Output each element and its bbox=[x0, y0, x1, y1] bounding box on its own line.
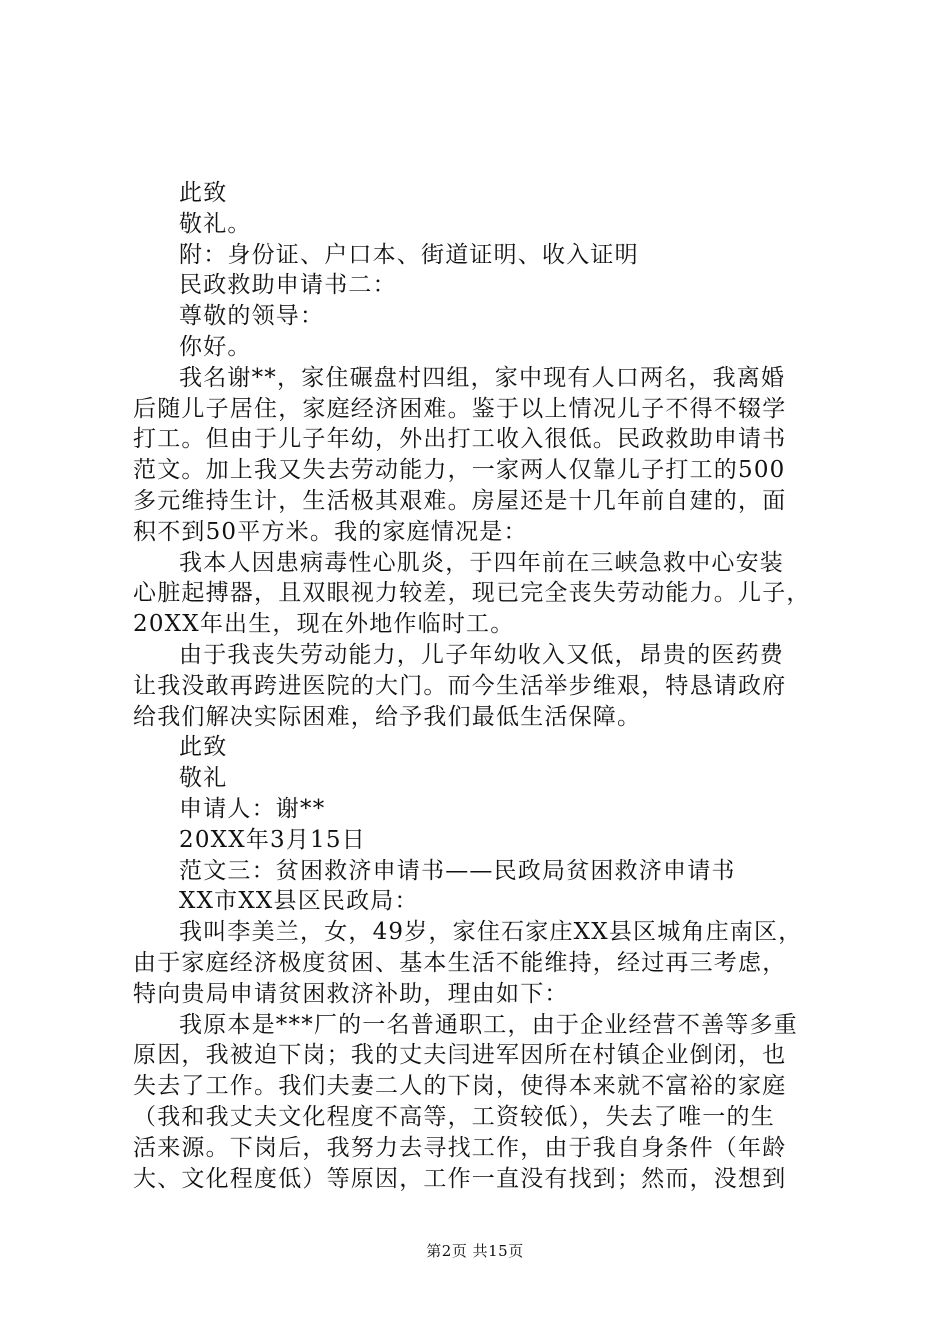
text-line: 后随儿子居住，家庭经济困难。鉴于以上情况儿子不得不辍学 bbox=[133, 395, 787, 422]
text-line: 特向贵局申请贫困救济补助，理由如下： bbox=[133, 980, 569, 1007]
text-line: 大、文化程度低）等原因，工作一直没有找到；然而，没想到 bbox=[133, 1165, 787, 1192]
text-line: 此致 bbox=[179, 734, 228, 761]
text-line: 我名谢**，家住碾盘村四组，家中现有人口两名，我离婚 bbox=[179, 364, 786, 391]
text-line: 你好。 bbox=[179, 333, 252, 360]
text-line: 由于我丧失劳动能力，儿子年幼收入又低，昂贵的医药费 bbox=[179, 641, 784, 668]
text-line: 我本人因患病毒性心肌炎，于四年前在三峡急救中心安装 bbox=[179, 549, 784, 576]
text-line: 活来源。下岗后，我努力去寻找工作，由于我自身条件（年龄 bbox=[133, 1134, 787, 1161]
text-line: 20XX年出生，现在外地作临时工。 bbox=[133, 611, 515, 638]
text-line: 范文。加上我又失去劳动能力，一家两人仅靠儿子打工的500 bbox=[133, 457, 786, 484]
text-line: 给我们解决实际困难，给予我们最低生活保障。 bbox=[133, 703, 642, 730]
text-line: 此致 bbox=[179, 180, 228, 206]
text-line: （我和我丈夫文化程度不高等，工资较低），失去了唯一的生 bbox=[133, 1103, 775, 1130]
text-line: 我原本是***厂的一名普通职工，由于企业经营不善等多重 bbox=[179, 1011, 798, 1038]
text-line: 积不到50平方米。我的家庭情况是： bbox=[133, 518, 528, 545]
text-line: 敬礼 bbox=[179, 765, 228, 792]
text-line: 20XX年3月15日 bbox=[179, 826, 366, 853]
text-line: XX市XX县区民政局： bbox=[179, 888, 419, 915]
text-line: 多元维持生计，生活极其艰难。房屋还是十几年前自建的，面 bbox=[133, 487, 787, 514]
text-line: 失去了工作。我们夫妻二人的下岗，使得本来就不富裕的家庭 bbox=[133, 1073, 787, 1100]
text-line: 打工。但由于儿子年幼，外出打工收入很低。民政救助申请书 bbox=[133, 426, 787, 453]
text-line: 申请人：谢** bbox=[179, 795, 326, 822]
text-line: 心脏起搏器，且双眼视力较差，现已完全丧失劳动能力。儿子， bbox=[133, 580, 811, 607]
text-line: 让我没敢再跨进医院的大门。而今生活举步维艰，特恳请政府 bbox=[133, 672, 787, 699]
text-line: 原因，我被迫下岗；我的丈夫闫进军因所在村镇企业倒闭，也 bbox=[133, 1042, 787, 1069]
document-body bbox=[133, 178, 833, 1194]
text-line: 敬礼。 bbox=[179, 210, 252, 237]
page-footer: 第2页 共15页 bbox=[426, 1242, 524, 1260]
text-line: 民政救助申请书二： bbox=[179, 272, 397, 299]
text-line: 由于家庭经济极度贫困、基本生活不能维持，经过再三考虑， bbox=[133, 949, 787, 976]
text-line: 我叫李美兰，女，49岁，家住石家庄XX县区城角庄南区， bbox=[179, 919, 803, 946]
text-line: 附：身份证、户口本、街道证明、收入证明 bbox=[179, 241, 639, 268]
text-line: 尊敬的领导： bbox=[179, 303, 325, 330]
text-line: 范文三：贫困救济申请书——民政局贫困救济申请书 bbox=[179, 857, 736, 884]
